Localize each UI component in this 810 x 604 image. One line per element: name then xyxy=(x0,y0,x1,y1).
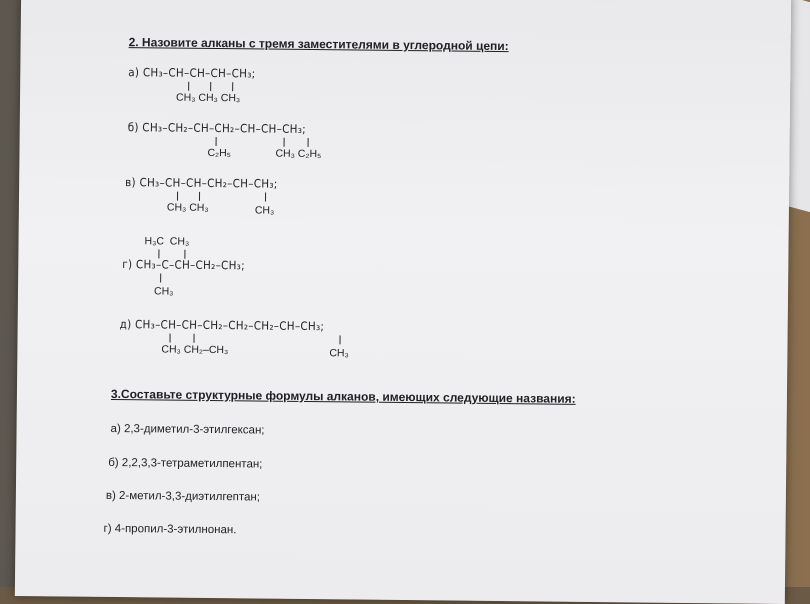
worksheet-page xyxy=(15,0,791,604)
task3-item-v: в) 2-метил-3,3-диэтилгептан; xyxy=(106,490,260,504)
task3-heading: 3.Составьте структурные формулы алканов, имеющих следующие названия: xyxy=(111,387,576,406)
bond xyxy=(265,193,266,202)
formula-v-sub2: CH₃ xyxy=(255,204,275,216)
formula-g-top: H₃C CH₃ xyxy=(144,235,189,247)
task3-item-g: г) 4-пропил-3-этилнонан. xyxy=(103,523,236,536)
bond xyxy=(188,82,189,91)
formula-v-sub1: CH₃ CH₃ xyxy=(167,202,209,214)
formula-b-sub1: C₂H₅ xyxy=(207,147,231,159)
bond xyxy=(339,335,340,344)
bond xyxy=(160,273,161,282)
bond xyxy=(216,137,217,146)
bond xyxy=(177,192,178,201)
formula-g-main: г) CH₃–C–CH–CH₂–CH₃; xyxy=(122,257,245,272)
formula-a-sub: CH₃ CH₃ CH₃ xyxy=(176,92,240,105)
bond xyxy=(210,82,211,91)
task3-item-a: а) 2,3-диметил-3-этилгексан; xyxy=(111,423,265,437)
bond xyxy=(199,192,200,201)
bond xyxy=(193,334,194,343)
formula-a-main: а) CH₃–CH–CH–CH–CH₃; xyxy=(128,65,255,80)
bond xyxy=(232,82,233,91)
formula-v-main: в) CH₃–CH–CH–CH₂–CH–CH₃; xyxy=(125,175,278,191)
task2-heading: 2. Назовите алканы с тремя заместителями в углеродной цепи: xyxy=(129,35,509,53)
formula-b-main: б) CH₃–CH₂–CH–CH₂–CH–CH–CH₃; xyxy=(128,120,306,136)
formula-b-sub2: CH₃ C₂H₅ xyxy=(275,148,321,160)
top-fragment-right xyxy=(283,0,359,2)
formula-d-sub2: CH₃ xyxy=(329,347,349,359)
bond xyxy=(284,138,285,147)
formula-g-sub: CH₃ xyxy=(154,285,174,297)
formula-d-main: д) CH₃–CH–CH–CH₂–CH₂–CH₂–CH–CH₃; xyxy=(120,317,325,333)
formula-d-sub1: CH₃ CH₂–CH₃ xyxy=(161,343,228,356)
bond xyxy=(169,334,170,343)
bond xyxy=(308,138,309,147)
task3-item-b: б) 2,2,3,3-тетраметилпентан; xyxy=(108,457,262,471)
